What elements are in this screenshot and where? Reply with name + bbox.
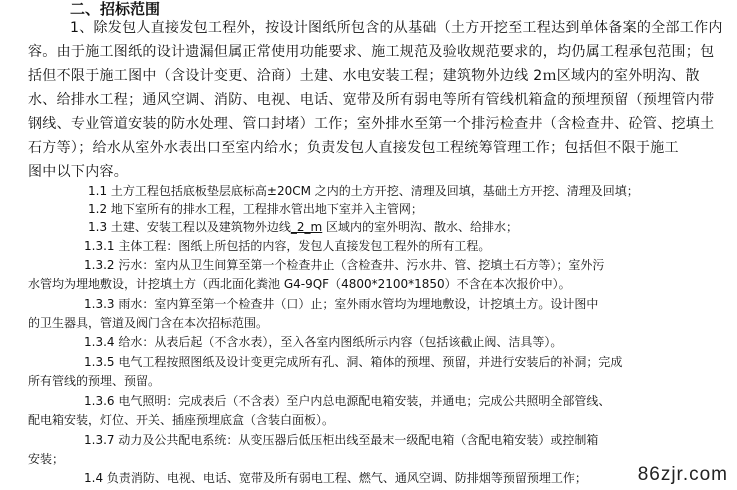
section-heading: 二、招标范围 xyxy=(70,0,161,18)
list-item-text: 区域内的室外明沟、散水、给排水； xyxy=(322,220,519,234)
list-item: 1.3.4 给水：从表后起（不含水表），至入各室内图纸所示内容（包括该截止阀、洁具等）。 xyxy=(84,335,563,349)
site-watermark: 86zjr.com xyxy=(635,464,731,486)
paragraph-line: 括但不限于施工图中（含设计变更、洽商）土建、水电安装工程；建筑物外边线 2ｍ区域内的室外明沟、散 xyxy=(28,68,700,84)
list-item: 1.1 土方工程包括底板垫层底标高±20CM 之内的土方开挖、清理及回填，基础土方开挖、清理及回填； xyxy=(88,184,639,198)
list-item: 1.3.1 主体工程：图纸上所包括的内容，发包人直接发包工程外的所有工程。 xyxy=(84,239,491,253)
list-item: 1.3.6 电气照明：完成表后（不含表）至户内总电源配电箱安装，并通电；完成公共照明全部管线、 xyxy=(84,394,611,408)
list-item-continuation: 所有管线的预埋、预留。 xyxy=(28,374,161,388)
paragraph-line: 钢线、专业管道安装的防水处理、管口封堵）工作；室外排水至第一个排污检查井（含检查井、砼管、挖填土 xyxy=(28,116,715,132)
list-item xyxy=(88,217,737,237)
list-item: 1.3.2 污水：室内从卫生间算至第一个检查井止（含检查井、污水井、管、挖填土石方等）；室外污 xyxy=(84,258,605,272)
list-item-text: 1.3 土建、安装工程以及建筑物外边线 xyxy=(88,220,291,234)
paragraph-line: 容。由于施工图纸的设计遗漏但属正常使用功能要求、施工规范及验收规范要求的，均仍属工程承包范围；包 xyxy=(28,44,715,60)
list-item: 1.3.5 电气工程按照图纸及设计变更完成所有孔、洞、箱体的预埋、预留，并进行安装后的补洞；完成 xyxy=(84,355,623,369)
list-item: 1.3.7 动力及公共配电系统：从变压器后低压柜出线至最末一级配电箱（含配电箱安装）或控制箱 xyxy=(84,433,599,447)
list-item-continuation: 配电箱安装，灯位、开关、插座预埋底盒（含装白面板）。 xyxy=(28,413,335,427)
paragraph-line: 1、除发包人直接发包工程外，按设计图纸所包含的从基础（土方开挖至工程达到单体备案的全部工作内 xyxy=(70,20,723,36)
underlined-distance: _2_m xyxy=(290,220,323,234)
list-item-continuation: 的卫生器具，管道及阀门含在本次招标范围。 xyxy=(28,316,269,330)
list-item-continuation: 水管均为埋地敷设，计挖填土方（西北面化粪池 G4-9QF（4800*2100*1850）不含在本次报价中）。 xyxy=(28,277,571,291)
list-item: 1.4 负责消防、电视、电话、宽带及所有弱电工程、燃气、通风空调、防排烟等预留预埋工作； xyxy=(84,471,587,485)
paragraph-line: 图中以下内容。 xyxy=(28,164,129,180)
list-item-continuation: 安装； xyxy=(28,452,65,466)
list-item: 1.3.3 雨水：室内算至第一个检查井（口）止；室外雨水管均为埋地敷设，计挖填土方。设计图中 xyxy=(84,297,599,311)
paragraph-line: 水、给排水工程；通风空调、消防、电视、电话、宽带及所有弱电等所有管线机箱盒的预埋预留（预埋管内带 xyxy=(28,92,715,108)
paragraph-line: 石方等）；给水从室外水表出口至室内给水；负责发包人直接发包工程统筹管理工作；包括但不限于施工 xyxy=(28,140,679,156)
list-item: 1.2 地下室所有的排水工程，工程排水管出地下室并入主管网； xyxy=(88,202,423,216)
